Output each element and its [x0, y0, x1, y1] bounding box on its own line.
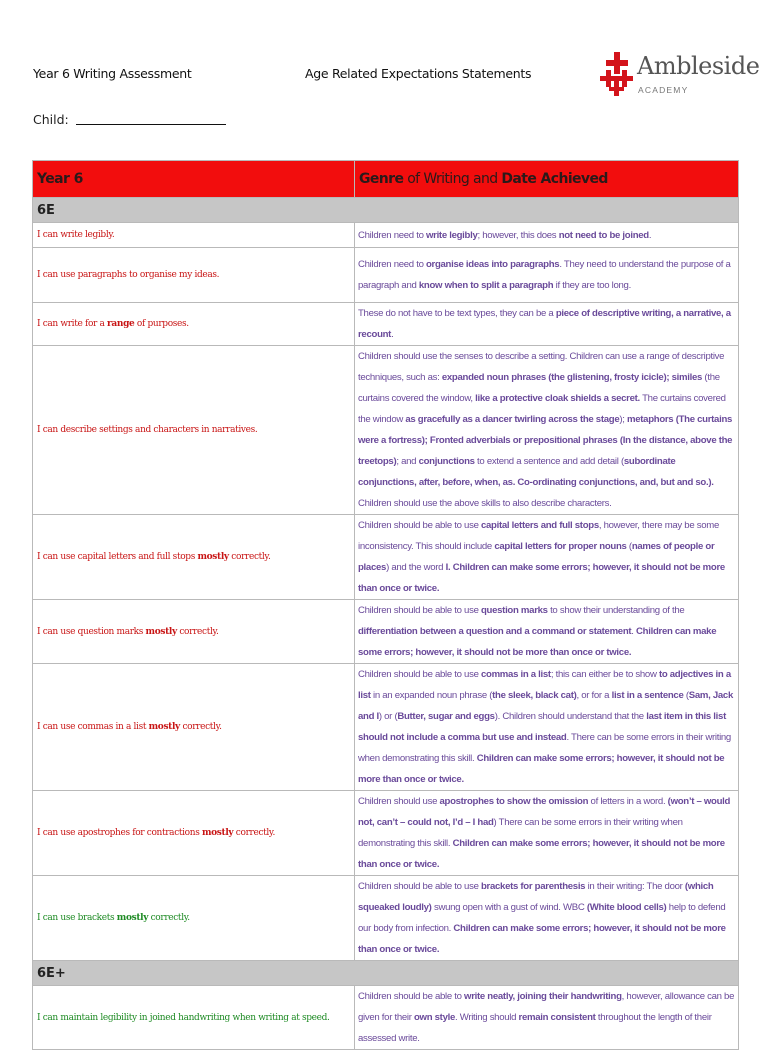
description-text: Children need to: [358, 259, 426, 270]
statement-text: I can use paragraphs to organise my ideas.: [37, 270, 220, 280]
child-name-line[interactable]: [76, 124, 226, 125]
description-text: to extend a sentence and add detail (: [474, 456, 624, 467]
description-text: piece of descriptive writing, a narrative, a recount: [358, 308, 731, 340]
description-text: Children should be able to use: [358, 605, 481, 616]
statement-cell: [33, 791, 355, 876]
statement-text: I can write for a: [37, 319, 108, 329]
description-text: to show their understanding of the: [547, 605, 685, 616]
statements-title: Age Related Expectations Statements: [305, 66, 532, 81]
table-row: [33, 248, 739, 303]
child-label: Child:: [33, 112, 69, 127]
description-text: (: [683, 690, 689, 701]
description-text: like a protective cloak shields a secret.: [475, 393, 640, 404]
description-text: These do not have to be text types, they can be a: [358, 308, 556, 319]
ambleside-logo: [600, 50, 760, 102]
description-text: ) or (: [378, 711, 398, 722]
table-row: [33, 791, 739, 876]
logo-name: Ambleside: [637, 52, 760, 80]
description-text: capital letters and full stops: [480, 520, 599, 531]
description-text: ; however, this does: [477, 229, 559, 241]
description-text: Children can make some errors; however, it should not be more than once or twice.: [358, 923, 726, 955]
description-text: Children can make some errors; however, it should not be more than once or twice.: [358, 626, 717, 658]
description-text: of letters in a word.: [588, 796, 668, 807]
description-text: the sleek, black cat): [492, 690, 577, 701]
description-cell: [355, 664, 739, 791]
header-genre: Genre of Writing and Date Achieved: [355, 161, 739, 198]
description-text: organise ideas into paragraphs: [425, 259, 560, 270]
description-cell: [355, 600, 739, 664]
statement-cell: [33, 223, 355, 248]
description-text: Children can make some errors; however, it should not be more than once or twice.: [358, 753, 725, 785]
section-label: 6E+: [33, 961, 739, 986]
crosses-icon: [600, 50, 636, 96]
table-row: [33, 664, 739, 791]
description-text: conjunctions: [418, 456, 475, 467]
description-text: I.: [445, 562, 451, 573]
description-text: if they are too long.: [553, 280, 631, 291]
statement-text: correctly.: [228, 552, 271, 562]
description-text: . They need to understand the purpose of a paragraph and: [358, 259, 731, 291]
description-text: expanded noun phrases (the glistening, frosty icicle); similes: [441, 372, 703, 383]
description-text: Sam, Jack and I: [358, 690, 734, 722]
description-text: Children should use the above skills to also describe characters.: [358, 498, 612, 509]
description-text: ) and the word: [386, 562, 446, 573]
statement-text: mostly: [197, 552, 229, 562]
description-text: The curtains covered the window: [358, 393, 726, 425]
table-row: [33, 515, 739, 600]
statement-text: I can maintain legibility in joined handwriting when writing at speed.: [37, 1012, 330, 1023]
description-cell: [355, 223, 739, 248]
description-text: ) There can be some errors in their writing when demonstrating this skill.: [358, 817, 683, 849]
description-text: know when to split a paragraph: [418, 280, 554, 291]
statement-cell: [33, 303, 355, 346]
description-text: as gracefully as a dancer twirling across the stage: [405, 414, 620, 425]
assessment-table: [32, 160, 739, 1050]
header-year: Year 6: [33, 161, 355, 198]
description-text: Children should be able to use: [358, 520, 481, 531]
statement-text: correctly.: [179, 722, 222, 732]
description-cell: [355, 515, 739, 600]
statement-cell: [33, 876, 355, 961]
statement-cell: [33, 515, 355, 600]
description-text: ). Children should understand that the: [494, 711, 647, 722]
table-row: [33, 876, 739, 961]
description-text: brackets for parenthesis: [480, 881, 586, 892]
description-text: (which squeaked loudly): [358, 881, 714, 913]
table-row: [33, 346, 739, 515]
statement-text: mostly: [116, 913, 149, 923]
description-text: last item in this list should not include a comma but use and instead: [358, 711, 726, 743]
statement-text: mostly: [145, 626, 177, 637]
table-row: [33, 223, 739, 248]
description-text: , or for a: [576, 690, 612, 701]
statement-cell: [33, 346, 355, 515]
statement-text: mostly: [201, 828, 234, 838]
description-text: Children can make some errors; however, it should not be more than once or twice.: [358, 562, 725, 594]
description-cell: [355, 248, 739, 303]
description-text: metaphors (The curtains were a fortress); Fronted adverbials or prepositional phrases (In the distance, above the treetops): [358, 414, 733, 467]
statement-text: of purposes.: [134, 319, 189, 329]
description-text: write neatly, joining their handwriting: [464, 991, 622, 1002]
description-text: , however, there may be some inconsistency. This should include: [358, 520, 719, 552]
description-text: swung open with a gust of wind. WBC: [431, 902, 587, 913]
table-row: [33, 986, 739, 1050]
description-text: .: [391, 329, 394, 340]
description-text: names of people or places: [358, 541, 715, 573]
description-cell: [355, 791, 739, 876]
description-text: , however, allowance can be given for their: [358, 991, 735, 1023]
description-text: Children should be able to use: [358, 669, 481, 680]
statement-text: correctly.: [176, 626, 219, 637]
statement-cell: [33, 664, 355, 791]
description-text: throughout the length of their assessed write.: [358, 1012, 712, 1044]
description-text: . There can be some errors in their writing when demonstrating this skill.: [358, 732, 731, 764]
description-text: (White blood cells): [586, 902, 667, 913]
description-text: Children should be able to use: [358, 881, 481, 892]
description-text: in their writing: The door: [585, 881, 685, 892]
statement-text: I can use question marks: [37, 626, 146, 637]
description-text: Children should use: [358, 796, 440, 807]
table-row: [33, 600, 739, 664]
description-text: in an expanded noun phrase (: [370, 690, 493, 701]
description-text: differentiation between a question and a command or statement: [358, 626, 632, 637]
statement-text: I can write legibly.: [37, 230, 115, 240]
statement-text: correctly.: [233, 828, 275, 838]
description-text: write legibly: [425, 229, 478, 241]
section-row-6e: [33, 198, 739, 223]
statement-cell: [33, 248, 355, 303]
description-text: question marks: [480, 605, 548, 616]
logo-subtitle: ACADEMY: [638, 85, 689, 95]
statement-text: mostly: [148, 722, 180, 732]
statement-cell: [33, 986, 355, 1050]
description-text: ; and: [396, 456, 419, 467]
description-text: (won’t – would not, can’t – could not, I’d – I had: [358, 796, 731, 828]
description-cell: [355, 876, 739, 961]
description-text: not need to be joined: [558, 229, 649, 241]
description-text: help to defend our body from infection.: [358, 902, 726, 934]
description-text: capital letters for proper nouns: [494, 541, 627, 552]
table-header-row: [33, 161, 739, 198]
statement-text: I can describe settings and characters in narratives.: [37, 425, 258, 435]
description-text: . Writing should: [455, 1012, 519, 1023]
description-text: Butter, sugar and eggs: [397, 711, 495, 722]
statement-cell: [33, 600, 355, 664]
statement-text: I can use brackets: [37, 913, 117, 923]
description-text: .: [648, 229, 652, 241]
statement-text: I can use capital letters and full stops: [37, 552, 198, 562]
description-text: list in a sentence: [611, 690, 684, 701]
description-text: (: [626, 541, 632, 552]
statement-text: I can use apostrophes for contractions: [37, 828, 202, 838]
description-text: remain consistent: [518, 1012, 596, 1023]
description-text: apostrophes to show the omission: [439, 796, 589, 807]
description-text: .: [631, 626, 637, 637]
description-text: ; this can either be to show: [550, 669, 659, 680]
statement-text: I can use commas in a list: [37, 722, 149, 732]
description-text: own style: [414, 1012, 456, 1023]
description-text: Children can make some errors; however, it should not be more than once or twice.: [358, 838, 725, 870]
statement-text: correctly.: [148, 913, 190, 923]
section-row-6eplus: [33, 961, 739, 986]
description-text: Children need to: [358, 229, 426, 241]
description-text: subordinate conjunctions, after, before, when, as. Co-ordinating conjunctions, and, but and so.).: [358, 456, 714, 488]
document-title: Year 6 Writing Assessment: [33, 66, 192, 81]
description-text: to adjectives in a list: [358, 669, 731, 701]
description-cell: [355, 986, 739, 1050]
description-text: (the curtains covered the window,: [358, 372, 720, 404]
description-text: commas in a list: [480, 669, 551, 680]
section-label: 6E: [33, 198, 739, 223]
description-cell: [355, 346, 739, 515]
table-row: [33, 303, 739, 346]
description-text: Children should be able to: [358, 991, 465, 1002]
description-text: );: [619, 414, 627, 425]
statement-text: range: [107, 319, 135, 329]
description-text: Children should use the senses to describe a setting. Children can use a range of descriptive techniques, such as:: [358, 351, 725, 383]
description-cell: [355, 303, 739, 346]
